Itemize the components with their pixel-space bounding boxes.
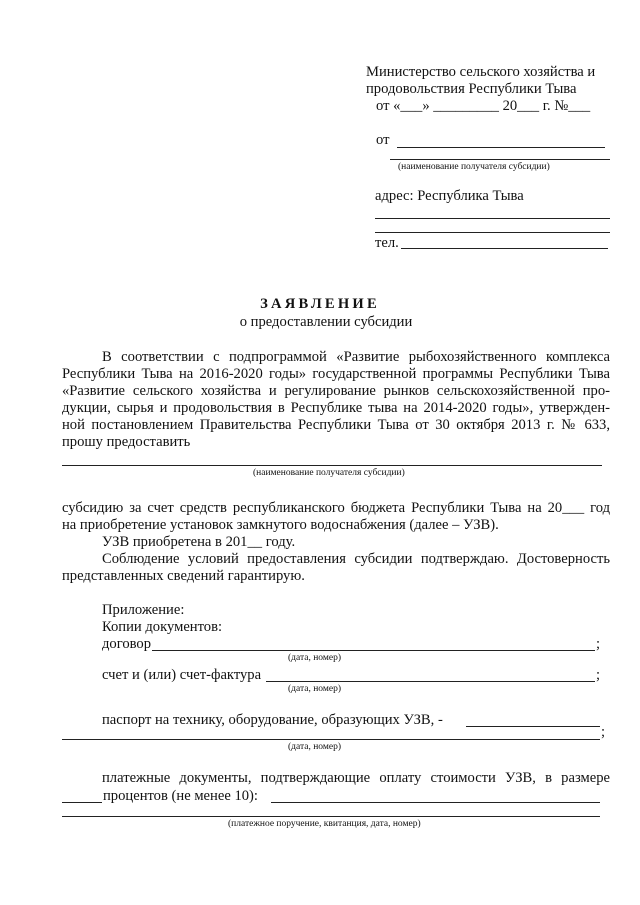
paragraph-1-line-4: дукции, сырья и продовольствия в Республике тыва на 2014-2020 годы», утвержден- — [62, 400, 610, 416]
recipient-caption: (наименование получателя субсидии) — [398, 162, 550, 172]
document-subtitle: о предоставлении субсидии — [239, 314, 413, 330]
contract-label: договор — [102, 636, 152, 652]
passport-semicolon: ; — [601, 724, 606, 740]
passport-caption: (дата, номер) — [288, 742, 341, 752]
contract-caption: (дата, номер) — [288, 653, 341, 663]
date-number-line: от «___» _________ 20___ г. №___ — [376, 98, 591, 114]
paragraph-1-line-3: «Развитие сельского хозяйства и регулирование рынков сельскохозяйственной про- — [62, 383, 610, 399]
paragraph-4-line-2: представленных сведений гарантирую. — [62, 568, 305, 584]
passport-field-2[interactable] — [62, 739, 600, 740]
copies-heading: Копии документов: — [102, 619, 223, 635]
payment-percent-field[interactable] — [62, 802, 102, 803]
paragraph-2-line-1: субсидию за счет средств республиканского бюджета Республики Тыва на 20___ год — [62, 500, 610, 516]
invoice-semicolon: ; — [596, 667, 601, 683]
recipient-name-caption: (наименование получателя субсидии) — [253, 468, 405, 478]
document-title: ЗАЯВЛЕНИЕ — [260, 296, 380, 312]
from-field[interactable] — [397, 147, 605, 148]
recipient-name-field[interactable] — [62, 465, 602, 466]
paragraph-4-line-1: Соблюдение условий предоставления субсидии подтверждаю. Достоверность — [102, 551, 610, 567]
ministry-line-1: Министерство сельского хозяйства и — [366, 64, 596, 80]
ministry-line-2: продовольствия Республики Тыва — [366, 81, 577, 97]
payment-caption: (платежное поручение, квитанция, дата, номер) — [228, 819, 421, 829]
address-field-2[interactable] — [375, 232, 610, 233]
paragraph-2-line-2: на приобретение установок замкнутого водоснабжения (далее – УЗВ). — [62, 517, 499, 533]
contract-field[interactable] — [152, 650, 595, 651]
paragraph-1-line-1: В соответствии с подпрограммой «Развитие рыбохозяйственного комплекса — [102, 349, 610, 365]
payment-field-2[interactable] — [62, 816, 600, 817]
invoice-field[interactable] — [266, 681, 595, 682]
passport-label: паспорт на технику, оборудование, образующих УЗВ, - — [102, 712, 443, 728]
phone-field[interactable] — [401, 248, 608, 249]
payment-field-1[interactable] — [271, 802, 600, 803]
passport-field-1[interactable] — [466, 726, 600, 727]
payment-line-2: процентов (не менее 10): — [103, 788, 258, 804]
phone-label: тел. — [375, 235, 399, 251]
paragraph-1-line-2: Республики Тыва на 2016-2020 годы» государственной программы Республики Тыва — [62, 366, 610, 382]
invoice-label: счет и (или) счет-фактура — [102, 667, 262, 683]
paragraph-1-line-5: ной постановлением Правительства Республики Тыва от 30 октября 2013 г. № 633, — [62, 417, 610, 433]
address-field-1[interactable] — [375, 218, 610, 219]
address-text: адрес: Республика Тыва — [375, 188, 524, 204]
from-field-line-2[interactable] — [390, 159, 610, 160]
from-label: от — [376, 132, 390, 148]
paragraph-3: УЗВ приобретена в 201__ году. — [102, 534, 296, 550]
attachments-heading: Приложение: — [102, 602, 185, 618]
contract-semicolon: ; — [596, 636, 601, 652]
invoice-caption: (дата, номер) — [288, 684, 341, 694]
paragraph-1-last: прошу предоставить — [62, 434, 191, 450]
payment-line-1: платежные документы, подтверждающие оплату стоимости УЗВ, в размере — [102, 770, 610, 786]
